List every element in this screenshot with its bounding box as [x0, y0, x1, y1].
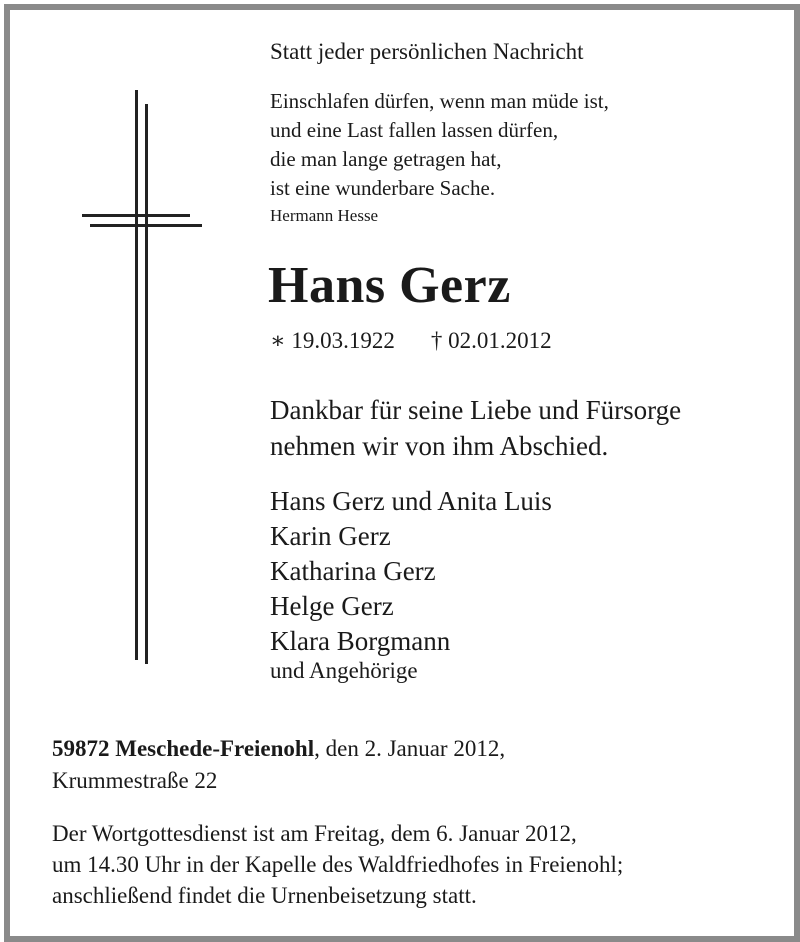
birth-star-icon: ∗ [270, 328, 286, 353]
heading: Statt jeder persönlichen Nachricht [270, 39, 584, 64]
family-member: Helge Gerz [270, 591, 394, 621]
service-line: Der Wortgottesdienst ist am Freitag, dem 6. Januar 2012, [52, 821, 577, 846]
birth-date: 19.03.1922 [291, 328, 395, 353]
poem-line: die man lange getragen hat, [270, 147, 502, 171]
address-date: , den 2. Januar 2012, [314, 736, 506, 761]
family-member: Hans Gerz und Anita Luis [270, 486, 552, 516]
family-member: Katharina Gerz [270, 556, 436, 586]
service-line: um 14.30 Uhr in der Kapelle des Waldfriedhofes in Freienohl; [52, 852, 624, 877]
thanks-line: nehmen wir von ihm Abschied. [270, 431, 609, 461]
address-line [52, 733, 505, 765]
poem [270, 87, 609, 203]
poem-line: und eine Last fallen lassen dürfen, [270, 118, 559, 142]
thanks-line: Dankbar für seine Liebe und Fürsorge [270, 395, 682, 425]
family-list [270, 484, 552, 659]
life-dates [270, 328, 552, 354]
address-street: Krummestraße 22 [52, 768, 218, 793]
family-member: Karin Gerz [270, 521, 391, 551]
family-member: Klara Borgmann [270, 626, 451, 656]
service-info [52, 818, 623, 911]
relatives-text: und Angehörige [270, 658, 418, 683]
poem-author: Hermann Hesse [270, 206, 379, 225]
death-dagger-icon: † [430, 328, 443, 353]
poem-line: ist eine wunderbare Sache. [270, 176, 496, 200]
poem-line: Einschlafen dürfen, wenn man müde ist, [270, 89, 609, 113]
address-place: 59872 Meschede-Freienohl [52, 736, 315, 761]
death-date: 02.01.2012 [448, 328, 552, 353]
thanks-text [270, 392, 681, 464]
deceased-name: Hans Gerz [268, 257, 511, 314]
service-line: anschließend findet die Urnenbeisetzung statt. [52, 883, 477, 908]
address-block [52, 733, 505, 797]
